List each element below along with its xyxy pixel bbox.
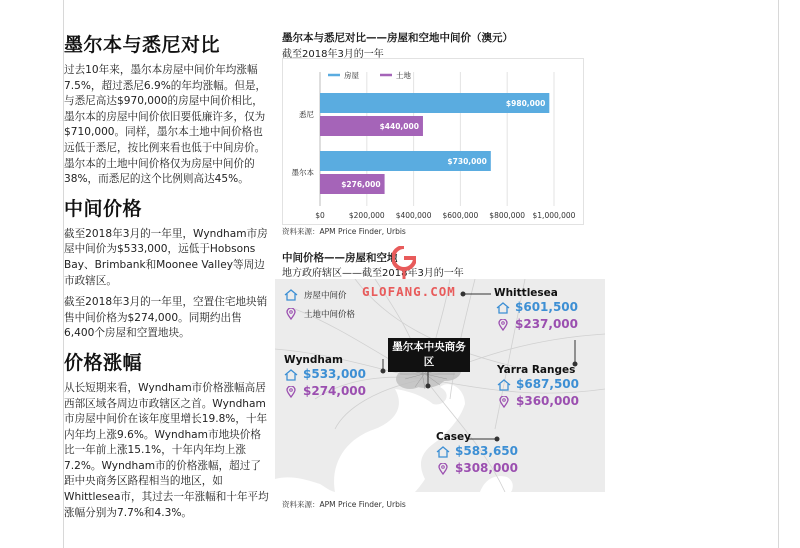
region-whittlesea — [494, 287, 578, 333]
house-price-value: $601,500 — [515, 300, 579, 314]
region-land-price — [284, 383, 366, 400]
region-house-price — [436, 443, 518, 460]
paragraph-land-median: 截至2018年3月的一年里，空置住宅地块销售中间价格为$274,000。同期约出售6,400个房屋和空置地块。 — [64, 296, 268, 340]
paragraph-comparison: 过去10年来，墨尔本房屋中间价年均涨幅7.5%，超过悉尼6.9%的年均涨幅。但是，与悉尼高达$970,000的房屋中间价相比，墨尔本的房屋中间价依旧要低廉许多，仅为$710,000。同样，墨尔本土地中间价格也远低于悉尼，按比例来看也低于中间房价。墨尔本的土地中间价格仅为房屋中间价的38%，而悉尼的这个比例则高达45%。 — [64, 64, 267, 186]
region-house-price — [496, 299, 578, 316]
paragraph-price-growth: 从长短期来看，Wyndham市价格涨幅高居西部区域各周边市政辖区之首。Wyndham市房屋中间价在该年度里增长19.8%，十年内年均上涨9.6%。Wyndham市地块价格比一年前上涨15.1%，十年内年均上涨7.2%。Wyndham市的价格涨幅，超过了距中央商务区路程相当的地区，如Whittlesea市，其过去一年涨幅和十年平均涨幅分别为7.7%和4.3%。 — [64, 381, 269, 519]
watermark-logo-icon — [392, 246, 416, 280]
chart-subtitle: 截至2018年3月的一年 — [282, 49, 384, 60]
x-tick-label: $200,000 — [348, 211, 385, 220]
watermark-text: GLOFANG.COM — [362, 284, 456, 299]
x-tick-label: $1,000,000 — [532, 211, 576, 220]
house-price-value: $583,650 — [455, 444, 519, 458]
region-casey — [436, 431, 518, 477]
bar-chart — [282, 58, 582, 224]
category-label: 悉尼 — [299, 110, 314, 119]
heading-melbourne-vs-sydney: 墨尔本与悉尼对比 — [64, 34, 221, 56]
house-price-value: $687,500 — [516, 377, 580, 391]
bar-value-label: $730,000 — [447, 157, 487, 166]
house-icon — [496, 302, 510, 314]
region-name: Whittlesea — [494, 287, 558, 299]
region-land-price — [436, 460, 518, 477]
region-land-price — [497, 393, 579, 410]
house-icon — [284, 369, 298, 381]
right-margin-line — [778, 0, 779, 548]
western-port — [480, 476, 513, 492]
article-column — [64, 30, 270, 527]
land-price-value: $308,000 — [455, 461, 519, 475]
legend-label-0: 房屋 — [344, 71, 359, 80]
x-tick-label: $800,000 — [489, 211, 526, 220]
house-icon — [497, 379, 511, 391]
land-price-value: $274,000 — [303, 384, 367, 398]
location-pin-icon — [284, 308, 298, 320]
region-house-price — [284, 366, 366, 383]
map-legend-house-label: 房屋中间价 — [304, 291, 347, 301]
region-name: Yarra Ranges — [497, 364, 576, 376]
x-tick-label: $600,000 — [442, 211, 479, 220]
bar-value-label: $440,000 — [379, 122, 419, 131]
bar-value-label: $276,000 — [341, 180, 381, 189]
location-pin-icon — [496, 319, 510, 331]
location-pin-icon — [436, 463, 450, 475]
map-legend-land-label: 土地中间价格 — [304, 310, 356, 320]
heading-median-price: 中间价格 — [64, 197, 143, 220]
region-name: Casey — [436, 431, 472, 443]
chart-title: 墨尔本与悉尼对比——房屋和空地中间价（澳元） — [282, 32, 513, 44]
bay-south-shore — [275, 477, 335, 492]
region-house-price — [497, 376, 579, 393]
location-pin-icon — [284, 386, 298, 398]
x-tick-label: $0 — [315, 211, 325, 220]
map-title: 中间价格——房屋和空地 — [282, 252, 398, 264]
heading-price-growth: 价格涨幅 — [64, 351, 143, 374]
map-legend-land — [284, 308, 355, 320]
paragraph-wyndham-house-median: 截至2018年3月的一年里，Wyndham市房屋中间价为$533,000，远低于Hobsons Bay、Brimbank和Moonee Valley等周边市政辖区。 — [64, 227, 268, 287]
chart-source: 资料来源：APM Price Finder, Urbis — [282, 227, 406, 236]
map-legend-house — [284, 289, 347, 301]
region-name: Wyndham — [284, 354, 343, 366]
house-icon — [284, 289, 298, 301]
house-icon — [436, 446, 450, 458]
category-label: 墨尔本 — [291, 168, 314, 177]
land-price-value: $360,000 — [516, 394, 580, 408]
map-subtitle: 地方政府辖区——截至2018年3月的一年 — [282, 268, 464, 279]
x-tick-label: $400,000 — [395, 211, 432, 220]
map-source: 资料来源：APM Price Finder, Urbis — [282, 500, 406, 509]
region-yarra-ranges — [497, 364, 579, 410]
region-land-price — [496, 316, 578, 333]
location-pin-icon — [497, 396, 511, 408]
legend-label-1: 土地 — [396, 71, 411, 80]
cbd-label: 墨尔本中央商务区 — [388, 338, 470, 372]
region-wyndham — [284, 354, 366, 400]
bar-value-label: $980,000 — [505, 99, 546, 108]
house-price-value: $533,000 — [303, 367, 367, 381]
land-price-value: $237,000 — [515, 317, 579, 331]
